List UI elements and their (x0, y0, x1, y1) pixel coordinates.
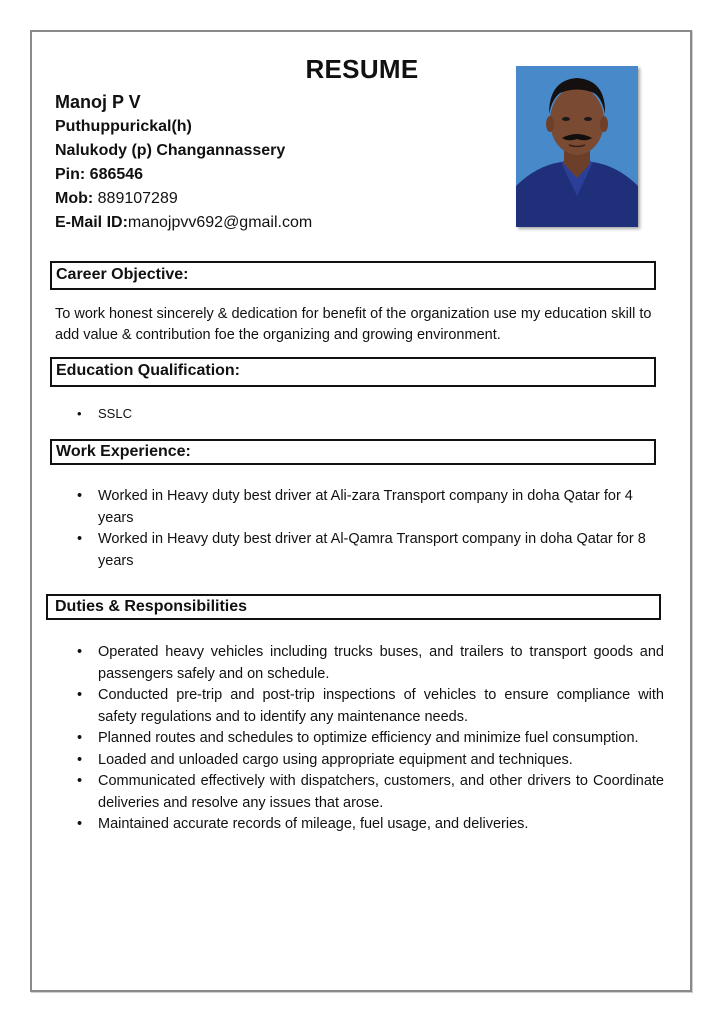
career-objective-heading: Career Objective: (50, 261, 656, 290)
mobile-number (55, 187, 312, 211)
bullet-icon: • (77, 406, 82, 421)
list-item (77, 529, 662, 572)
list-item (77, 403, 657, 425)
bullet-icon: • (77, 488, 83, 504)
work-experience-heading: Work Experience: (50, 439, 656, 465)
bullet-icon: • (77, 644, 83, 660)
education-heading: Education Qualification: (50, 357, 656, 387)
bullet-icon: • (77, 531, 83, 547)
contact-block (55, 91, 312, 235)
mobile-label: Mob: (55, 190, 94, 207)
duty-item: Operated heavy vehicles including trucks buses, and trailers to transport goods and passengers safely and on schedule. (98, 644, 664, 682)
work-experience-list (77, 486, 662, 572)
candidate-name: Manoj P V (55, 92, 141, 112)
list-item (77, 771, 664, 814)
education-list (77, 403, 657, 425)
list-item (77, 642, 664, 685)
pin-code: Pin: 686546 (55, 166, 144, 183)
duty-item: Maintained accurate records of mileage, fuel usage, and deliveries. (98, 816, 529, 832)
email-label: E-Mail ID: (55, 214, 128, 231)
list-item (77, 685, 664, 728)
career-objective-text: To work honest sincerely & dedication for benefit of the organization use my education skill to add value & contribution foe the organizing and growing environment. (55, 306, 652, 343)
mobile-value: 889107289 (93, 190, 178, 207)
list-item (77, 814, 664, 836)
bullet-icon: • (77, 751, 83, 768)
portrait-photo (516, 66, 638, 227)
duties-list (77, 642, 664, 836)
portrait-illustration (516, 66, 638, 227)
duty-item: Conducted pre-trip and post-trip inspections of vehicles to ensure compliance with safety regulations and to identify any maintenance needs. (98, 687, 664, 725)
bullet-icon: • (77, 773, 83, 789)
bullet-icon: • (77, 687, 83, 703)
bullet-icon: • (77, 730, 83, 746)
email-value: manojpvv692@gmail.com (127, 214, 313, 231)
list-item (77, 486, 662, 529)
work-experience-item: Worked in Heavy duty best driver at Ali-zara Transport company in doha Qatar for 4 years (98, 488, 633, 526)
duties-heading: Duties & Responsibilities (46, 594, 661, 620)
postal-address: Nalukody (p) Changannassery (55, 142, 286, 159)
email-address (55, 211, 312, 235)
bullet-icon: • (77, 816, 83, 832)
duty-item: Communicated effectively with dispatchers, customers, and other drivers to Coordinate deliveries and resolve any issues that arose. (98, 773, 664, 811)
duty-item: Loaded and unloaded cargo using appropriate equipment and techniques. (98, 751, 573, 768)
education-item: SSLC (98, 406, 132, 421)
work-experience-item: Worked in Heavy duty best driver at Al-Qamra Transport company in doha Qatar for 8 years (98, 531, 646, 569)
duty-item: Planned routes and schedules to optimize efficiency and minimize fuel consumption. (98, 730, 639, 746)
resume-title: RESUME (305, 54, 419, 84)
list-item (77, 750, 664, 772)
list-item (77, 728, 664, 750)
house-name: Puthuppurickal(h) (55, 118, 192, 135)
